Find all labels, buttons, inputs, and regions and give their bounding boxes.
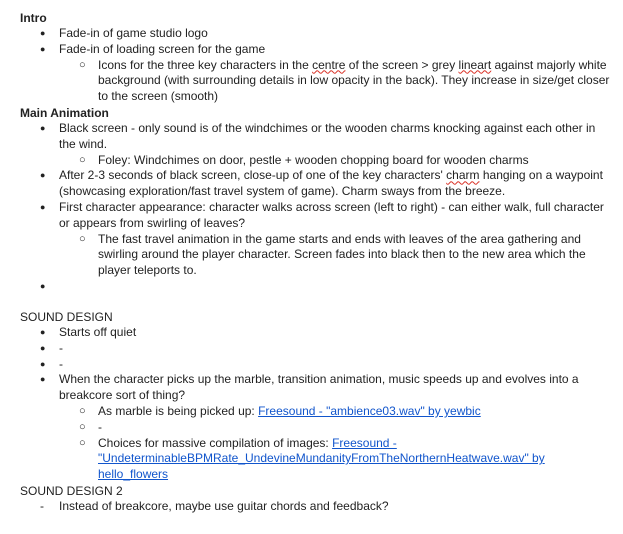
list-item: ● Fade-in of game studio logo [40,26,208,40]
list-item: ● - [40,356,63,371]
bullet-icon: ● [40,280,46,291]
main-animation-heading: Main Animation [20,105,109,120]
list-item: ● - [40,340,63,355]
circle-bullet-icon: ○ [79,404,86,417]
sound-design-2-heading: SOUND DESIGN 2 [20,483,123,498]
bullet-icon: ● [40,170,46,181]
list-item: ● Starts off quiet [40,324,137,339]
circle-bullet-icon: ○ [79,153,86,166]
spellcheck-word[interactable]: charm [446,168,480,183]
sub-list-item: ○ Choices for massive compilation of images: Freesound - "UndeterminableBPMRate_UndevineMundanityFromTheNorthernHeatwave.wav" by hello_flowers [79,435,545,482]
freesound-compilation-link[interactable]: Freesound - "UndeterminableBPMRate_UndevineMundanityFromTheNorthernHeatwave.wav" by hello_flowers [98,435,545,482]
circle-bullet-icon: ○ [79,232,86,245]
sub-list-item: ○ Icons for the three key characters in the centre of the screen > grey lineart against majorly white background (with surrounding details in low opacity in the back). They increase in size/get closer to the screen (smooth) [79,57,610,104]
sub-list-item: ○ As marble is being picked up: Freesound - "ambience03.wav" by yewbic [79,403,481,418]
document-body [20,10,610,515]
sub-list-item: ○ Foley: Windchimes on door, pestle + wooden chopping board for wooden charms [79,152,529,167]
bullet-icon: ● [40,122,46,133]
spellcheck-word[interactable]: lineart [458,57,492,72]
list-item: ● Fade-in of loading screen for the game [40,41,266,56]
spellcheck-word[interactable]: centre [312,57,346,72]
bullet-icon: ● [40,326,46,337]
list-item: ● First character appearance: character walks across screen (left to right) - can either walk, full character or appears from swirling of leaves? [40,199,604,230]
circle-bullet-icon: ○ [79,58,86,71]
bullet-icon: ● [40,201,46,212]
freesound-ambience-link[interactable]: Freesound - "ambience03.wav" by yewbic [258,403,481,418]
list-item: ● When the character picks up the marble, transition animation, music speeds up and evolves into a breakcore sort of thing? [40,372,579,403]
sound-design-heading: SOUND DESIGN [20,309,113,324]
bullet-icon: ● [40,28,46,38]
intro-heading: Intro [20,11,47,25]
bullet-icon: ● [40,374,46,385]
sub-list-item: ○ - [79,419,102,434]
list-item: - Instead of breakcore, maybe use guitar chords and feedback? [40,498,389,513]
bullet-icon: ● [40,43,46,54]
sub-list-item: ○ The fast travel animation in the game starts and ends with leaves of the area gathering and swirling around the player character. Screen fades into black then to the new area which the player teleports to. [79,231,586,278]
circle-bullet-icon: ○ [79,436,86,449]
list-item: ● Black screen - only sound is of the windchimes or the wooden charms knocking against each other in the wind. [40,120,596,151]
list-item: ● After 2-3 seconds of black screen, close-up of one of the key characters' charm hanging on a waypoint (showcasing exploration/fast travel system of game). Charm sways from the breeze. [40,168,603,199]
bullet-icon: ● [40,358,46,369]
list-item-empty [20,279,610,295]
dash-bullet-icon: - [40,498,44,513]
circle-bullet-icon: ○ [79,420,86,433]
bullet-icon: ● [40,342,46,353]
